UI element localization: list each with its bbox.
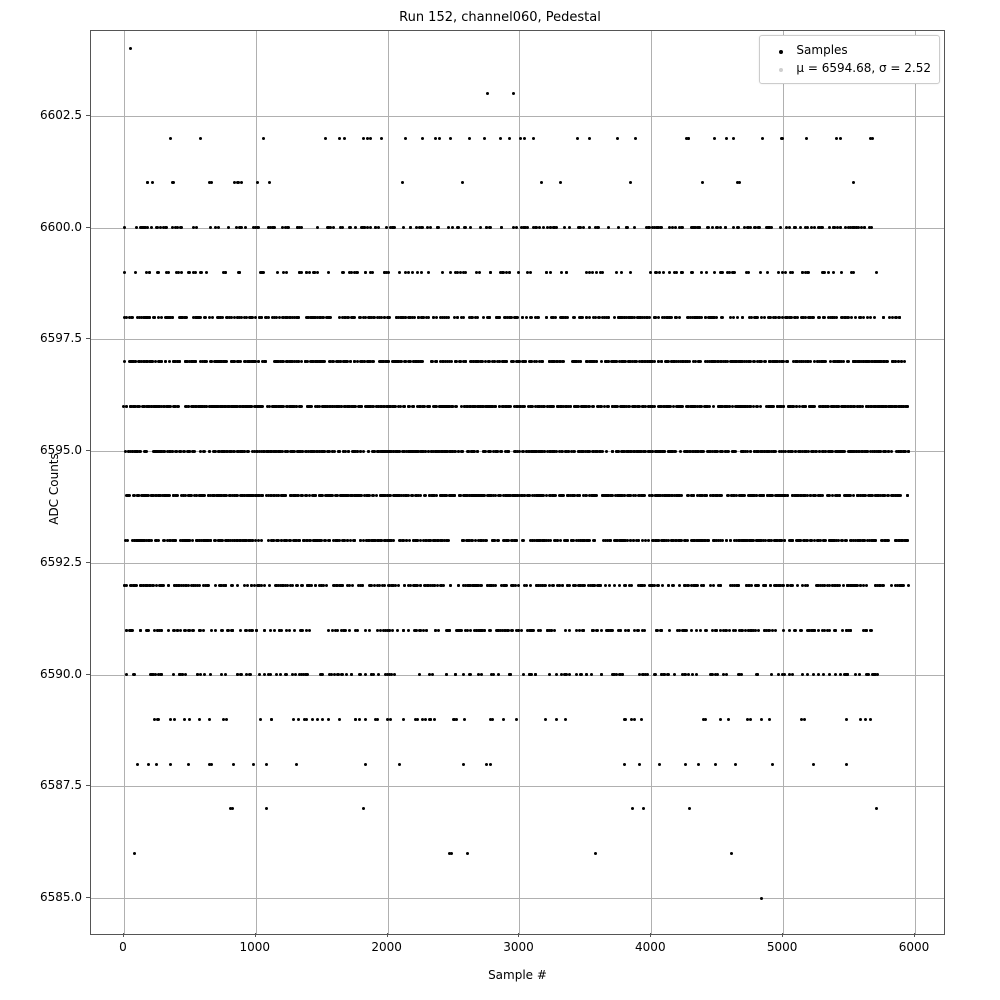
legend [759, 35, 940, 84]
legend-label-samples: Samples [796, 43, 848, 57]
x-tick-label: 5000 [766, 940, 798, 954]
y-tick-label: 6602.5 [40, 107, 82, 122]
y-tick-label: 6600.0 [40, 219, 82, 234]
legend-entry-stats [768, 59, 931, 77]
chart-title: Run 152, channel060, Pedestal [399, 10, 601, 25]
y-tick-label: 6585.0 [40, 890, 82, 905]
x-tick-label: 0 [119, 940, 127, 954]
y-tick-label: 6595.0 [40, 443, 82, 458]
y-tick-label: 6592.5 [40, 554, 82, 569]
legend-label-stats: μ = 6594.68, σ = 2.52 [796, 61, 931, 75]
x-tick-label: 6000 [898, 940, 930, 954]
x-tick-label: 2000 [371, 940, 402, 954]
legend-marker-stats-icon [768, 61, 794, 75]
legend-marker-icon [768, 43, 794, 57]
y-tick-label: 6587.5 [40, 778, 82, 793]
plot-area [90, 30, 945, 935]
legend-entry-samples [768, 41, 931, 59]
x-axis-label: Sample # [488, 968, 547, 982]
y-tick-label: 6597.5 [40, 331, 82, 346]
x-tick-label: 4000 [635, 940, 666, 954]
x-tick-label: 1000 [239, 940, 271, 954]
x-tick-label: 3000 [503, 940, 534, 954]
y-axis-label: ADC Counts [47, 453, 61, 525]
y-tick-label: 6590.0 [40, 666, 82, 681]
